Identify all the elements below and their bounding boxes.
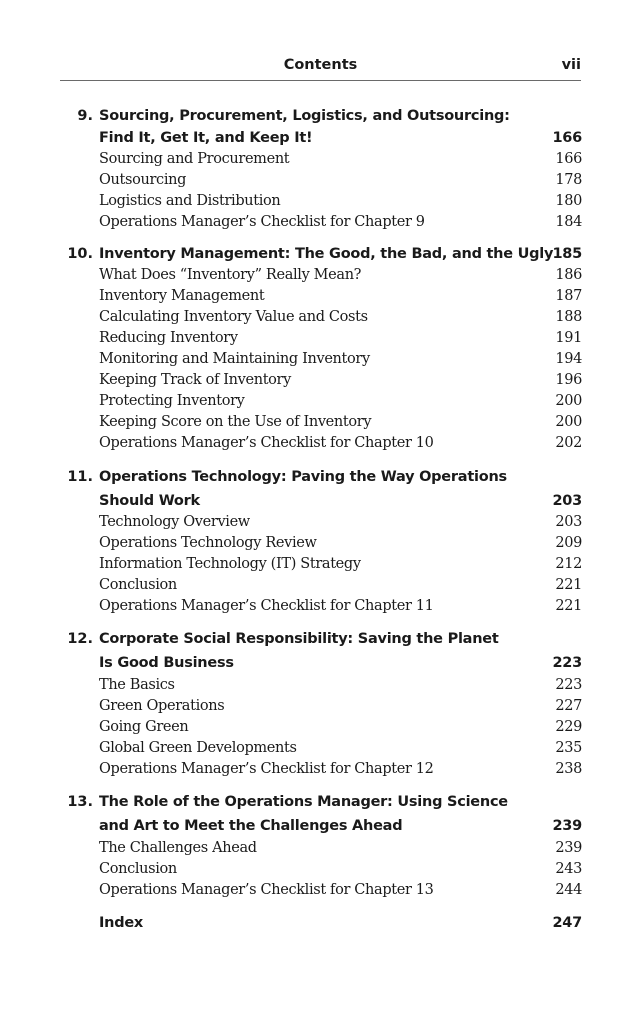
section-page-number: 178 (555, 172, 582, 188)
chapter-title-row (0, 629, 640, 650)
chapter-title[interactable]: Is Good Business (99, 655, 234, 671)
chapter-number: 12. (67, 631, 93, 647)
section-title[interactable]: Monitoring and Maintaining Inventory (99, 351, 370, 367)
section-title[interactable]: The Basics (99, 677, 175, 693)
section-page-number: 187 (555, 288, 582, 304)
running-header (60, 56, 581, 81)
section-entry (0, 838, 640, 859)
section-title[interactable]: Operations Manager’s Checklist for Chapter 11 (99, 598, 434, 614)
section-page-number: 200 (555, 393, 582, 409)
section-title[interactable]: Logistics and Distribution (99, 193, 281, 209)
chapter-page-number: 166 (552, 130, 582, 146)
section-entry (0, 265, 640, 286)
chapter-title[interactable]: Operations Technology: Paving the Way Operations (99, 469, 507, 485)
chapter-title-row (0, 792, 640, 813)
section-title[interactable]: Calculating Inventory Value and Costs (99, 309, 368, 325)
section-page-number: 212 (555, 556, 582, 572)
section-title[interactable]: Operations Manager’s Checklist for Chapter 10 (99, 435, 434, 451)
chapter-title[interactable]: Inventory Management: The Good, the Bad, and the Ugly (99, 246, 554, 262)
chapter-number: 13. (67, 794, 93, 810)
section-title[interactable]: Keeping Track of Inventory (99, 372, 291, 388)
chapter-page-number: 223 (552, 655, 582, 671)
section-title[interactable]: Information Technology (IT) Strategy (99, 556, 361, 572)
section-title[interactable]: Global Green Developments (99, 740, 297, 756)
section-title[interactable]: Operations Manager’s Checklist for Chapter 9 (99, 214, 425, 230)
section-entry (0, 307, 640, 328)
section-title[interactable]: Operations Manager’s Checklist for Chapter 12 (99, 761, 434, 777)
section-entry (0, 859, 640, 880)
section-page-number: 229 (555, 719, 582, 735)
chapter-page-number: 185 (552, 246, 582, 262)
section-title[interactable]: Reducing Inventory (99, 330, 238, 346)
section-title[interactable]: Sourcing and Procurement (99, 151, 290, 167)
chapter-page-number: 239 (552, 818, 582, 834)
section-page-number: 235 (555, 740, 582, 756)
section-title[interactable]: Protecting Inventory (99, 393, 245, 409)
section-entry (0, 391, 640, 412)
section-title[interactable]: Inventory Management (99, 288, 265, 304)
section-page-number: 180 (555, 193, 582, 209)
section-page-number: 184 (555, 214, 582, 230)
section-title[interactable]: Operations Technology Review (99, 535, 317, 551)
index-page-number: 247 (552, 915, 582, 931)
section-title[interactable]: Conclusion (99, 861, 177, 877)
section-title[interactable]: Operations Manager’s Checklist for Chapter 13 (99, 882, 434, 898)
chapter-title[interactable]: Sourcing, Procurement, Logistics, and Outsourcing: (99, 108, 510, 124)
section-page-number: 196 (555, 372, 582, 388)
section-page-number: 223 (555, 677, 582, 693)
section-entry (0, 191, 640, 212)
section-title[interactable]: Keeping Score on the Use of Inventory (99, 414, 372, 430)
section-entry (0, 554, 640, 575)
section-entry (0, 738, 640, 759)
section-entry (0, 170, 640, 191)
section-page-number: 244 (555, 882, 582, 898)
chapter-title[interactable]: Corporate Social Responsibility: Saving the Planet (99, 631, 499, 647)
chapter-title-row (0, 816, 640, 837)
section-entry (0, 533, 640, 554)
section-entry (0, 759, 640, 780)
chapter-title[interactable]: The Role of the Operations Manager: Using Science (99, 794, 508, 810)
index-title[interactable]: Index (99, 915, 144, 931)
index-entry (0, 913, 640, 934)
section-entry (0, 512, 640, 533)
section-entry (0, 349, 640, 370)
chapter-number: 10. (67, 246, 93, 262)
chapter-title-row (0, 128, 640, 149)
section-page-number: 239 (555, 840, 582, 856)
section-entry (0, 433, 640, 454)
chapter-title-row (0, 491, 640, 512)
section-title[interactable]: Conclusion (99, 577, 177, 593)
section-page-number: 166 (555, 151, 582, 167)
section-entry (0, 286, 640, 307)
chapter-title[interactable]: and Art to Meet the Challenges Ahead (99, 818, 403, 834)
section-page-number: 203 (555, 514, 582, 530)
chapter-title[interactable]: Should Work (99, 493, 200, 509)
section-title[interactable]: Outsourcing (99, 172, 187, 188)
section-page-number: 194 (555, 351, 582, 367)
section-entry (0, 880, 640, 901)
section-entry (0, 575, 640, 596)
chapter-page-number: 203 (552, 493, 582, 509)
chapter-number: 9. (77, 108, 93, 124)
chapter-title-row (0, 467, 640, 488)
chapter-title-row (0, 653, 640, 674)
section-page-number: 200 (555, 414, 582, 430)
section-title[interactable]: Going Green (99, 719, 189, 735)
chapter-title-row (0, 244, 640, 265)
section-entry (0, 696, 640, 717)
section-entry (0, 675, 640, 696)
section-page-number: 238 (555, 761, 582, 777)
section-page-number: 191 (555, 330, 582, 346)
section-page-number: 209 (555, 535, 582, 551)
running-header-page-number: vii (561, 57, 581, 73)
section-title[interactable]: What Does “Inventory” Really Mean? (99, 267, 362, 283)
section-entry (0, 149, 640, 170)
section-page-number: 188 (555, 309, 582, 325)
section-entry (0, 717, 640, 738)
chapter-title-row (0, 106, 640, 127)
chapter-number: 11. (67, 469, 93, 485)
section-entry (0, 412, 640, 433)
section-page-number: 221 (555, 577, 582, 593)
section-page-number: 243 (555, 861, 582, 877)
section-title[interactable]: The Challenges Ahead (99, 840, 257, 856)
section-title[interactable]: Green Operations (99, 698, 225, 714)
section-page-number: 186 (555, 267, 582, 283)
section-entry (0, 370, 640, 391)
running-header-title: Contents (283, 57, 358, 73)
section-page-number: 227 (555, 698, 582, 714)
section-page-number: 202 (555, 435, 582, 451)
section-entry (0, 596, 640, 617)
section-entry (0, 328, 640, 349)
chapter-title[interactable]: Find It, Get It, and Keep It! (99, 130, 313, 146)
section-page-number: 221 (555, 598, 582, 614)
section-entry (0, 212, 640, 233)
section-title[interactable]: Technology Overview (99, 514, 250, 530)
